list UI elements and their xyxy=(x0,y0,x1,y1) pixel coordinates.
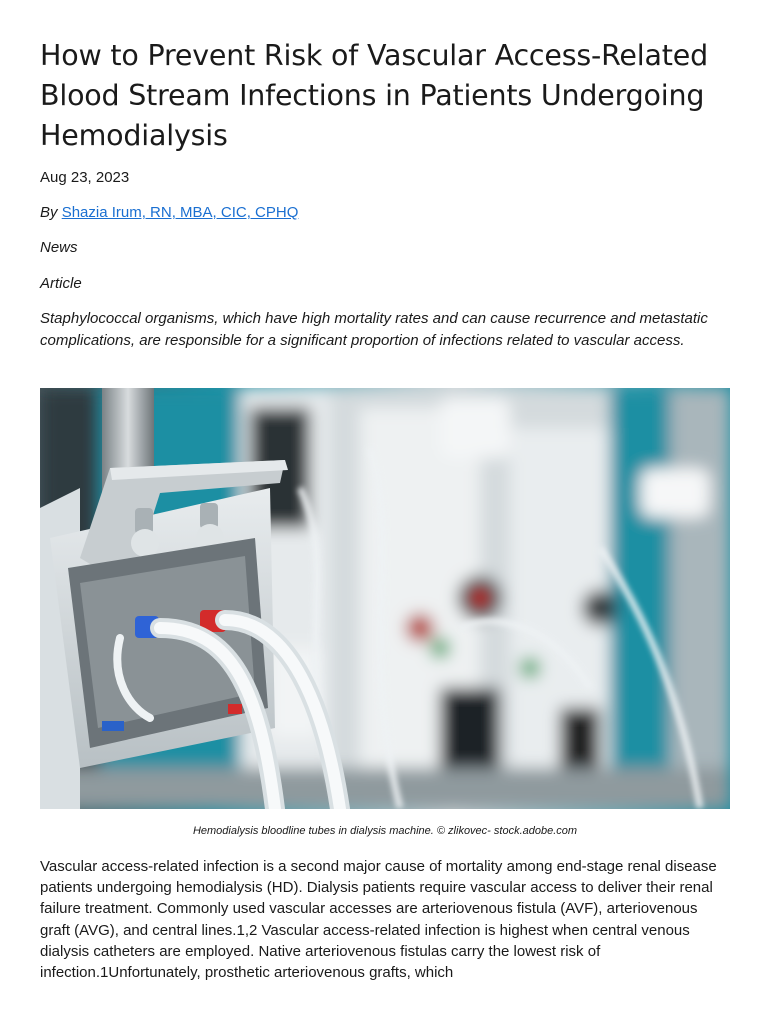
dialysis-machine-photo xyxy=(40,388,730,809)
article-type: Article xyxy=(40,275,82,292)
article-summary: Staphylococcal organisms, which have high mortality rates and can cause recurrence and metastatic complications, are responsible for a significant proportion of infections related to vascular access. xyxy=(40,310,708,349)
author-link[interactable]: Shazia Irum, RN, MBA, CIC, CPHQ xyxy=(61,204,299,221)
publish-date: Aug 23, 2023 xyxy=(40,169,130,186)
image-caption: Hemodialysis bloodline tubes in dialysis machine. © zlikovec- stock.adobe.com xyxy=(192,825,578,837)
article-title: How to Prevent Risk of Vascular Access-Related Blood Stream Infections in Patients Undergoing Hemodialysis xyxy=(40,39,708,152)
hero-image xyxy=(40,388,730,809)
byline-prefix: By xyxy=(40,204,58,221)
byline xyxy=(40,203,298,223)
article-body-paragraph: Vascular access-related infection is a second major cause of mortality among end-stage renal disease patients undergoing hemodialysis (HD). Dialysis patients require vascular access to deliver their renal failure treatment. Commonly used vascular accesses are arteriovenous fistula (AVF), arteriovenous graft (AVG), and central lines.1,2 Vascular access-related infection is highest when central venous dialysis catheters are employed. Native arteriovenous fistulas carry the lowest risk of infection.1Unfortunately, prosthetic arteriovenous grafts, which xyxy=(40,858,717,982)
article-category[interactable]: News xyxy=(40,239,78,256)
